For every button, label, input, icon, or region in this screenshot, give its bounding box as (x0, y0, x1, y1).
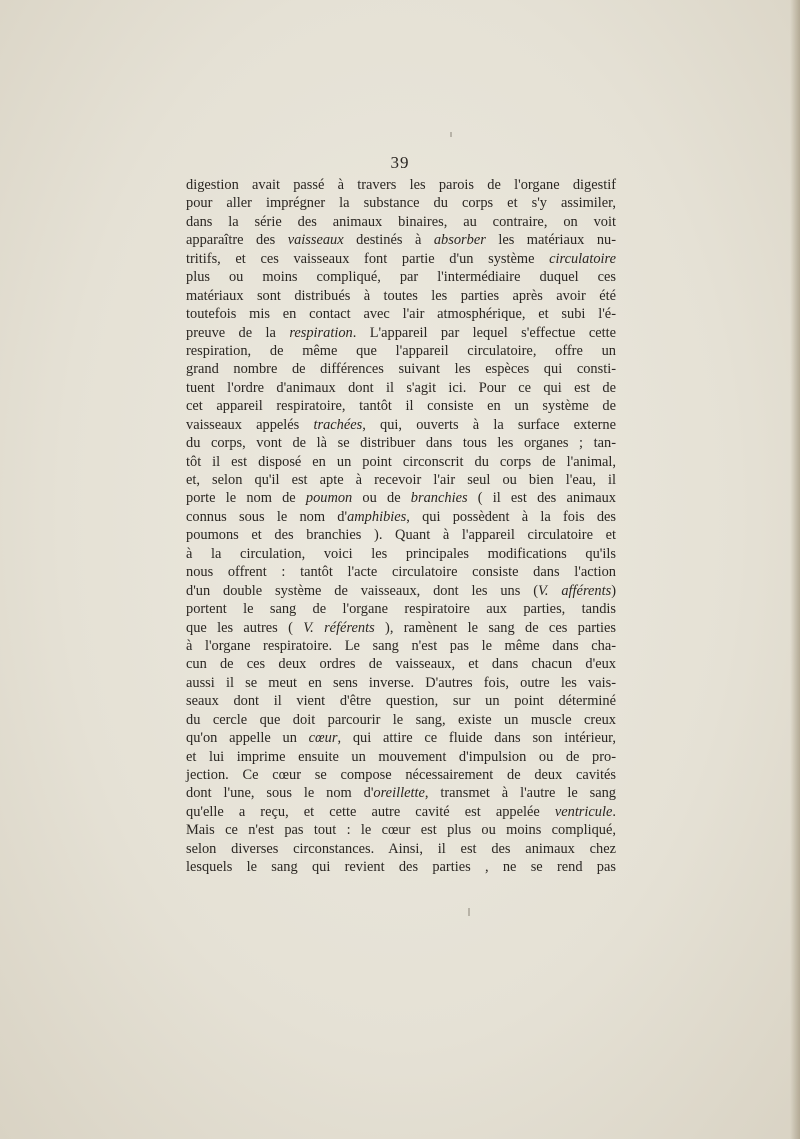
italic-term: V. afférents (537, 582, 612, 599)
text-run: porte le nom de (186, 490, 306, 507)
text-run: vaisseaux appelés (186, 416, 314, 433)
text-line (186, 305, 616, 323)
text-line (186, 840, 616, 858)
text-run: du cercle que doit parcourir le sang, existe un muscle creux (186, 711, 616, 728)
text-line (186, 526, 616, 544)
text-run: portent le sang de l'organe respiratoire aux parties, tandis (186, 601, 616, 618)
text-run: nous offrent : tantôt l'acte circulatoire consiste dans l'action (186, 564, 616, 581)
text-run: respiration, de même que l'appareil circulatoire, offre un (186, 342, 616, 359)
text-line (186, 803, 616, 821)
text-run: selon diverses circonstances. Ainsi, il est des animaux chez (186, 840, 616, 857)
text-run: tôt il est disposé en un point circonscrit du corps de l'animal, (186, 453, 616, 470)
italic-term: respiration (289, 324, 353, 341)
text-line (186, 324, 616, 342)
italic-term: absorber (433, 232, 486, 249)
text-run: seaux dont il vient d'être question, sur un point déterminé (186, 693, 616, 710)
italic-term: poumon (305, 490, 353, 507)
italic-term: oreillette (373, 785, 425, 802)
text-line (186, 619, 616, 637)
text-run: et, selon qu'il est apte à recevoir l'air seul ou bien l'eau, il (186, 472, 616, 488)
text-line (186, 434, 616, 452)
text-run: à l'organe respiratoire. Le sang n'est pas le même dans cha- (186, 637, 616, 654)
text-run: ou de (352, 490, 411, 507)
text-line (186, 711, 616, 729)
text-run: , qui attire ce fluide dans son intérieur, (337, 730, 616, 747)
text-run: que les autres ( (186, 619, 304, 636)
text-run: toutefois mis en contact avec l'air atmosphérique, et subi l'é- (186, 306, 616, 323)
text-line (186, 637, 616, 655)
text-line (186, 360, 616, 378)
text-run: connus sous le nom d' (186, 508, 348, 525)
text-run: dans la série des animaux binaires, au contraire, on voit (186, 213, 616, 230)
text-run: qu'elle a reçu, et cette autre cavité est appelée (186, 803, 555, 820)
text-run: grand nombre de différences suivant les espèces qui consti- (186, 361, 616, 378)
text-run: et lui imprime ensuite un mouvement d'impulsion ou de pro- (186, 748, 616, 765)
text-run: cet appareil respiratoire, tantôt il consiste en un système de (186, 398, 616, 415)
text-line (186, 563, 616, 581)
text-run: . L'appareil par lequel s'effectue cette (352, 324, 616, 341)
text-line (186, 692, 616, 710)
text-run: qu'on appelle un (186, 730, 309, 747)
text-line (186, 471, 616, 489)
italic-term: vaisseaux (287, 232, 344, 249)
text-line (186, 545, 616, 563)
text-run: preuve de la (186, 324, 290, 341)
text-run: , qui possèdent à la fois des (406, 508, 616, 525)
text-run: cun de ces deux ordres de vaisseaux, et dans chacun d'eux (186, 656, 616, 673)
text-line (186, 379, 616, 397)
text-run: ) (611, 582, 616, 599)
text-line (186, 453, 616, 471)
text-run: ), ramènent le sang de ces parties (374, 619, 616, 636)
text-line (186, 397, 616, 415)
paper-speck (468, 908, 470, 916)
text-run: tritifs, et ces vaisseaux font partie d'un système (186, 250, 550, 267)
text-run: aussi il se meut en sens inverse. D'autres fois, outre les vais- (186, 674, 616, 691)
text-run: destinés à (343, 232, 434, 249)
italic-term: circulatoire (549, 250, 616, 267)
text-run: apparaître des (186, 232, 288, 249)
text-run: pour aller imprégner la substance du corps et s'y assimiler, (186, 195, 616, 212)
text-line (186, 821, 616, 839)
text-run: poumons et des branchies ). Quant à l'appareil circulatoire et (186, 527, 616, 544)
italic-term: branchies (410, 490, 468, 507)
text-line (186, 766, 616, 784)
text-line (186, 268, 616, 286)
text-line (186, 748, 616, 766)
text-line (186, 508, 616, 526)
italic-term: amphibies (347, 508, 407, 525)
text-line (186, 287, 616, 305)
italic-term: trachées (313, 416, 363, 433)
body-text (186, 176, 616, 877)
text-run: à la circulation, voici les principales modifications qu'ils (186, 545, 616, 562)
text-line (186, 231, 616, 249)
text-line (186, 858, 616, 876)
italic-term: V. référents (303, 619, 375, 636)
text-line (186, 194, 616, 212)
text-run: lesquels le sang qui revient des parties , ne se rend pas (186, 859, 616, 876)
text-line (186, 729, 616, 747)
text-run: d'un double système de vaisseaux, dont les uns ( (186, 582, 538, 599)
text-run: du corps, vont de là se distribuer dans tous les organes ; tan- (186, 435, 616, 452)
page-number: 39 (390, 153, 410, 172)
text-line (186, 582, 616, 600)
text-line (186, 600, 616, 618)
text-line (186, 489, 616, 507)
paper-speck (450, 132, 452, 137)
text-run: les matériaux nu- (485, 232, 617, 249)
text-line (186, 416, 616, 434)
italic-term: cœur (308, 730, 338, 747)
text-run: tuent l'ordre d'animaux dont il s'agit ici. Pour ce qui est de (186, 379, 616, 396)
text-run: jection. Ce cœur se compose nécessairement de deux cavités (186, 767, 616, 783)
text-run: Mais ce n'est pas tout : le cœur est plus ou moins compliqué, (186, 822, 616, 839)
text-run: ( il est des animaux (467, 490, 617, 507)
text-line (186, 176, 616, 194)
text-run: dont l'une, sous le nom d' (186, 785, 374, 802)
text-run: digestion avait passé à travers les parois de l'organe digestif (186, 177, 616, 193)
italic-term: ventricule (554, 803, 613, 820)
text-run: matériaux sont distribués à toutes les parties après avoir été (186, 287, 616, 304)
text-run: plus ou moins compliqué, par l'intermédiaire duquel ces (186, 269, 616, 286)
text-run: . (612, 803, 616, 820)
text-line (186, 784, 616, 802)
text-line (186, 674, 616, 692)
text-run: , qui, ouverts à la surface externe (362, 416, 616, 433)
text-line (186, 342, 616, 360)
text-run: , transmet à l'autre le sang (424, 785, 617, 802)
text-line (186, 655, 616, 673)
text-line (186, 250, 616, 268)
text-line (186, 213, 616, 231)
